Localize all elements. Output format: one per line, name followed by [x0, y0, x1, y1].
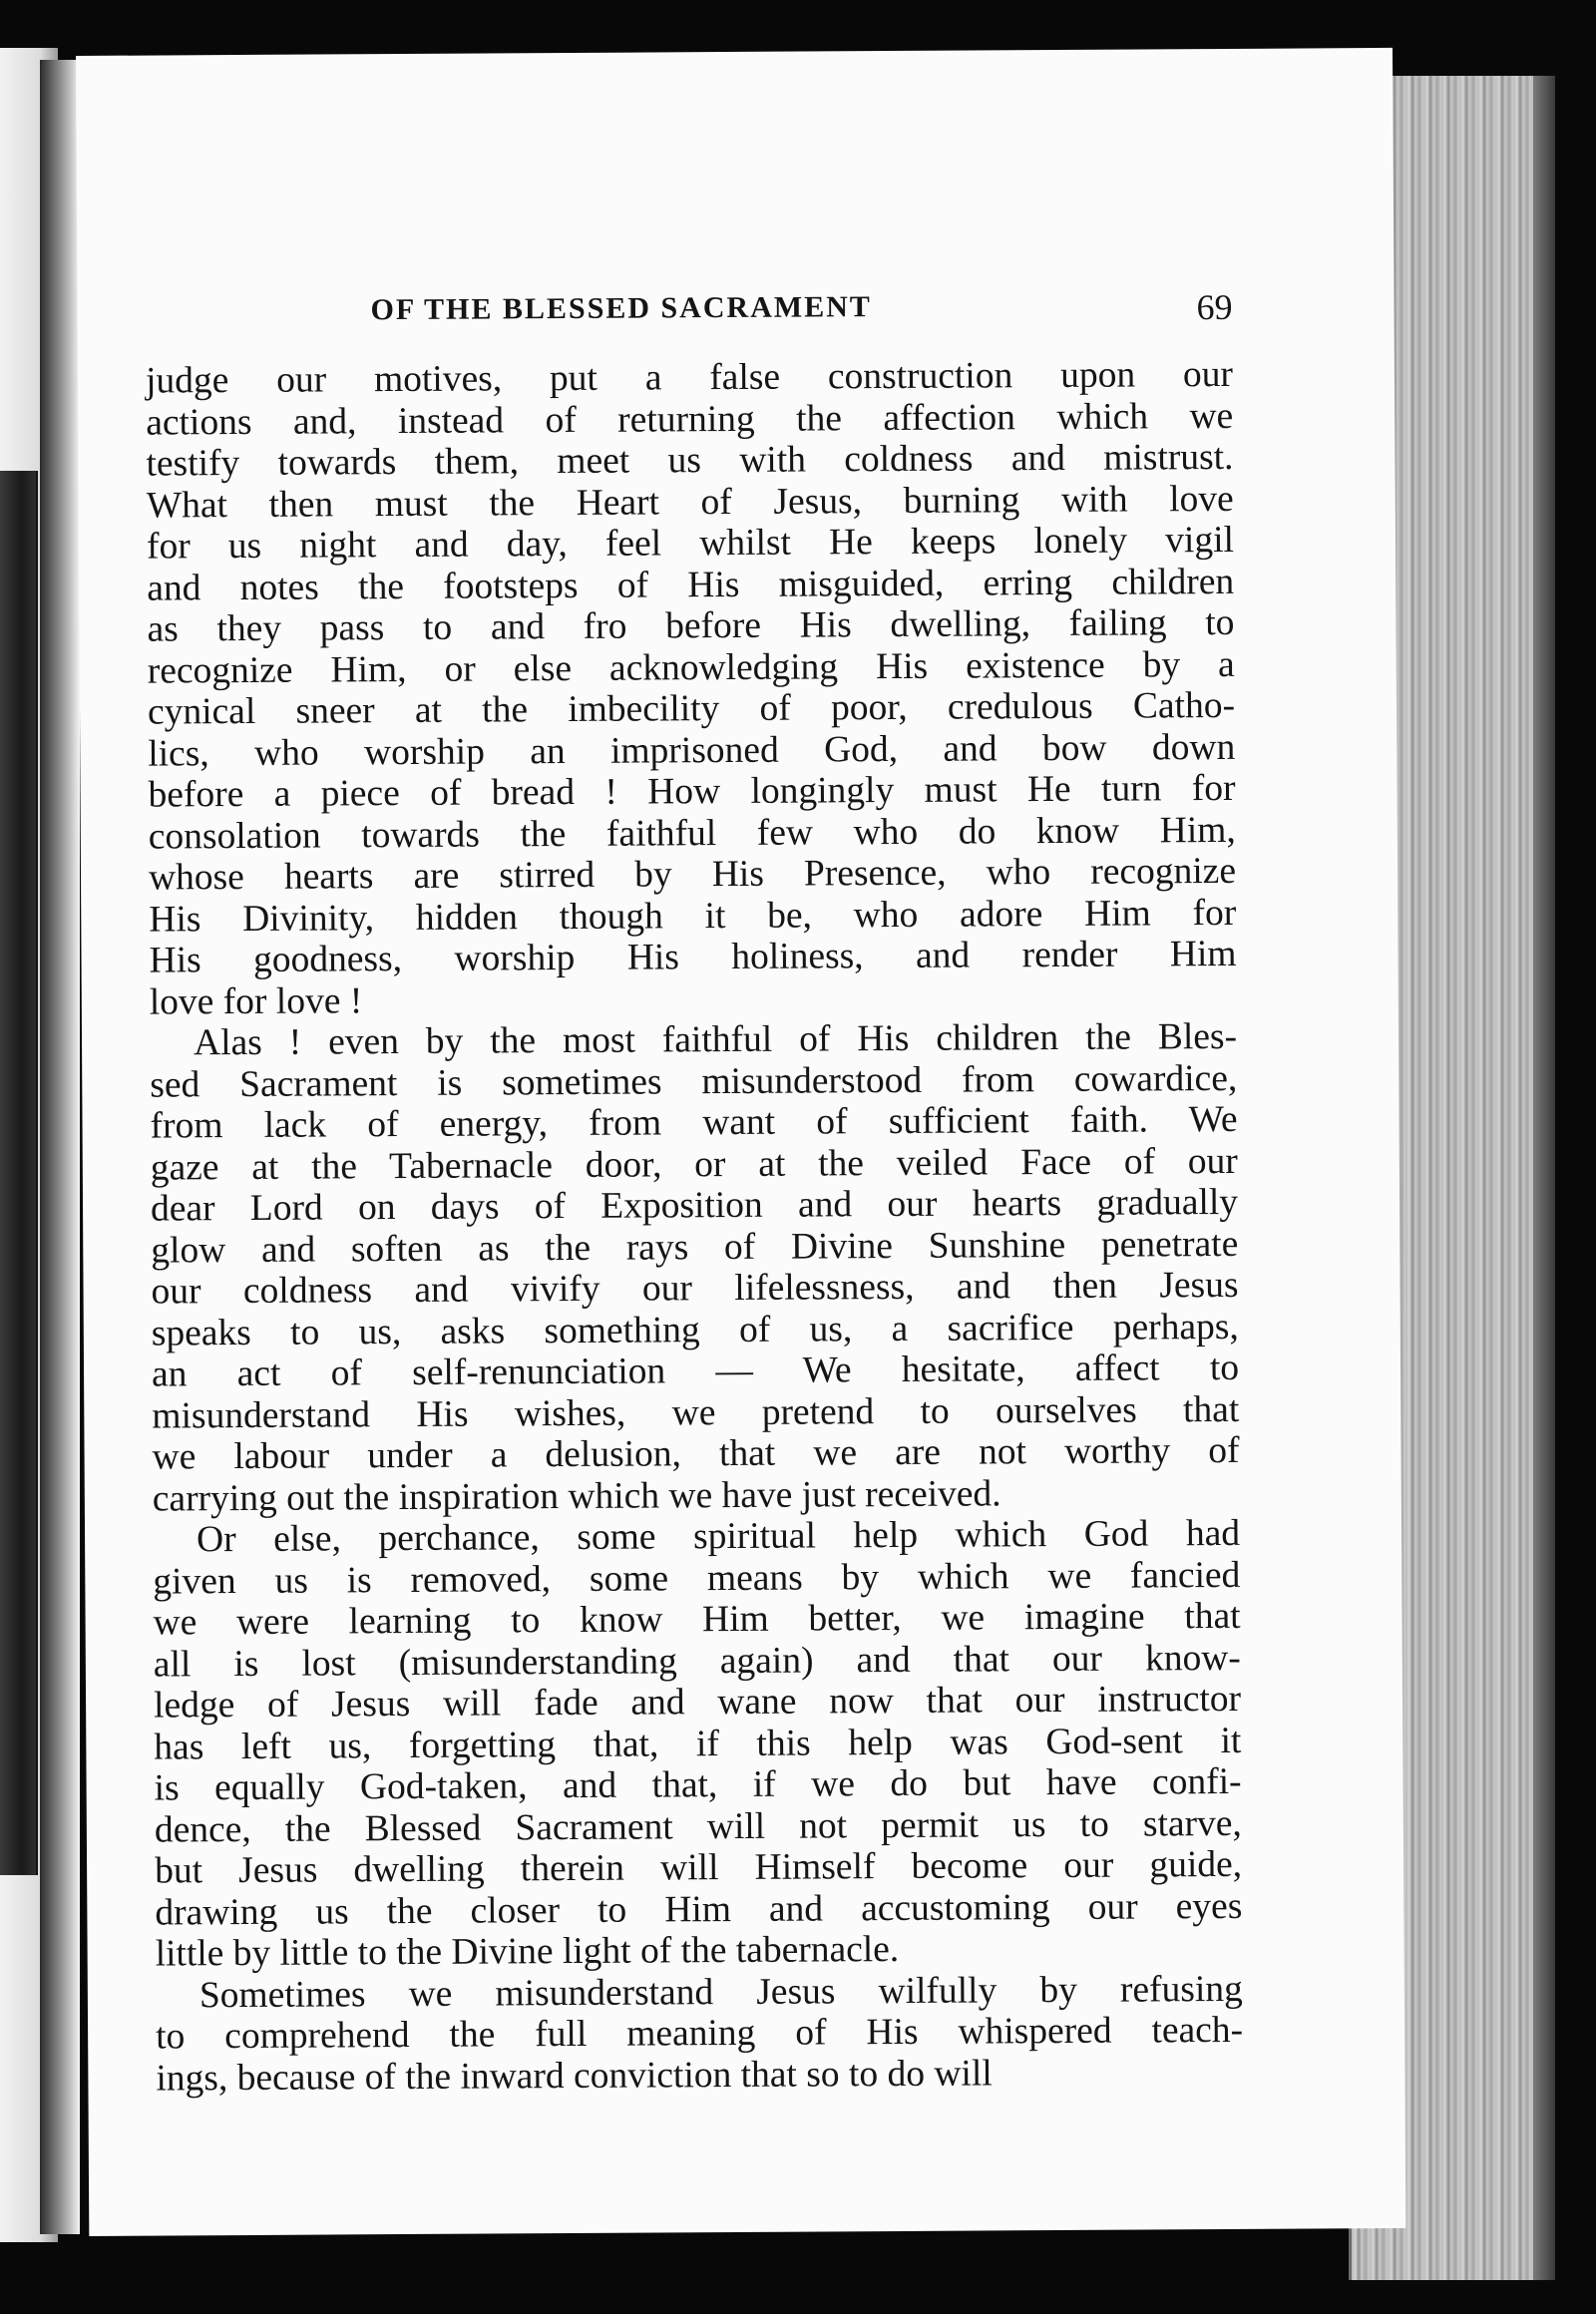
text-line: drawing us the closer to Him and accustoming our eyes [155, 1885, 1243, 1934]
text-line: is equally God-taken, and that, if we do but have confi- [154, 1760, 1242, 1809]
text-line: carrying out the inspiration which we have just received. [152, 1472, 1001, 1520]
text-line: has left us, forgetting that, if this help was God-sent it [154, 1720, 1242, 1768]
text-line: we were learning to know Him better, we imagine that [153, 1595, 1241, 1644]
facing-page-illustration [0, 471, 38, 1875]
book-page [76, 48, 1405, 2236]
paragraph [156, 1968, 1244, 2099]
text-line: our coldness and vivify our lifelessness, and then Jesus [151, 1264, 1239, 1313]
text-line: cynical sneer at the imbecility of poor, credulous Catho- [147, 684, 1236, 733]
text-line: recognize Him, or else acknowledging His existence by a [147, 643, 1235, 692]
text-line: sed Sacrament is sometimes misunderstood from cowardice, [150, 1057, 1238, 1106]
text-line: before a piece of bread ! How longingly must He turn for [148, 767, 1236, 816]
page-text-block [145, 228, 1244, 2100]
paragraph [153, 1513, 1243, 1975]
text-line: from lack of energy, from want of sufficient faith. We [150, 1098, 1238, 1147]
text-line: but Jesus dwelling therein will Himself become our guide, [154, 1843, 1243, 1892]
text-line: misunderstand His wishes, we pretend to ourselves that [152, 1388, 1240, 1437]
book-gutter [40, 60, 80, 2234]
text-line: actions and, instead of returning the affection which we [146, 395, 1234, 444]
running-head [145, 228, 1233, 328]
text-line: speaks to us, asks something of us, a sacrifice perhaps, [151, 1306, 1239, 1354]
text-line: dear Lord on days of Exposition and our hearts gradually [150, 1181, 1239, 1230]
page-number: 69 [1196, 286, 1233, 328]
running-title: OF THE BLESSED SACRAMENT [370, 290, 872, 327]
text-line: His Divinity, hidden though it be, who adore Him for [149, 892, 1237, 941]
text-line: judge our motives, put a false construction upon our [145, 353, 1234, 402]
body-text [146, 354, 1244, 2100]
text-line: and notes the footsteps of His misguided, erring children [147, 561, 1235, 609]
text-line: glow and soften as the rays of Divine Sunshine penetrate [151, 1223, 1239, 1272]
paragraph [146, 354, 1237, 1023]
text-line: lics, who worship an imprisoned God, and bow down [148, 726, 1236, 775]
text-line: What then must the Heart of Jesus, burning with love [146, 478, 1234, 527]
text-line: testify towards them, meet us with coldness and mistrust. [146, 436, 1234, 485]
text-line: Or else, perchance, some spiritual help which God had [196, 1512, 1241, 1561]
text-line: consolation towards the faithful few who do know Him, [148, 809, 1236, 858]
text-line: we labour under a delusion, that we are not worthy of [152, 1429, 1240, 1478]
text-line: gaze at the Tabernacle door, or at the veiled Face of our [150, 1140, 1238, 1189]
text-line: Alas ! even by the most faithful of His children the Bles- [193, 1015, 1238, 1064]
text-line: His goodness, worship His holiness, and render Him [149, 933, 1237, 981]
text-line: all is lost (misunderstanding again) and that our know- [153, 1637, 1241, 1686]
text-line: as they pass to and fro before His dwelling, failing to [147, 601, 1235, 650]
text-line: little by little to the Divine light of the tabernacle. [155, 1928, 900, 1975]
text-line: for us night and day, feel whilst He keeps lonely vigil [146, 519, 1235, 568]
text-line: love for love ! [149, 979, 363, 1023]
text-line: dence, the Blessed Sacrament will not permit us to starve, [154, 1802, 1242, 1851]
text-line: Sometimes we misunderstand Jesus wilfully by refusing [199, 1968, 1243, 2016]
text-line: ings, because of the inward conviction that so to do will [156, 2052, 993, 2100]
text-line: an act of self-renunciation — We hesitate, affect to [151, 1347, 1240, 1395]
text-line: whose hearts are stirred by His Presence, who recognize [148, 850, 1237, 899]
text-line: to comprehend the full meaning of His whispered teach- [156, 2009, 1244, 2058]
text-line: given us is removed, some means by which we fancied [153, 1554, 1241, 1603]
paragraph [150, 1016, 1240, 1520]
text-line: ledge of Jesus will fade and wane now that our instructor [153, 1678, 1242, 1727]
